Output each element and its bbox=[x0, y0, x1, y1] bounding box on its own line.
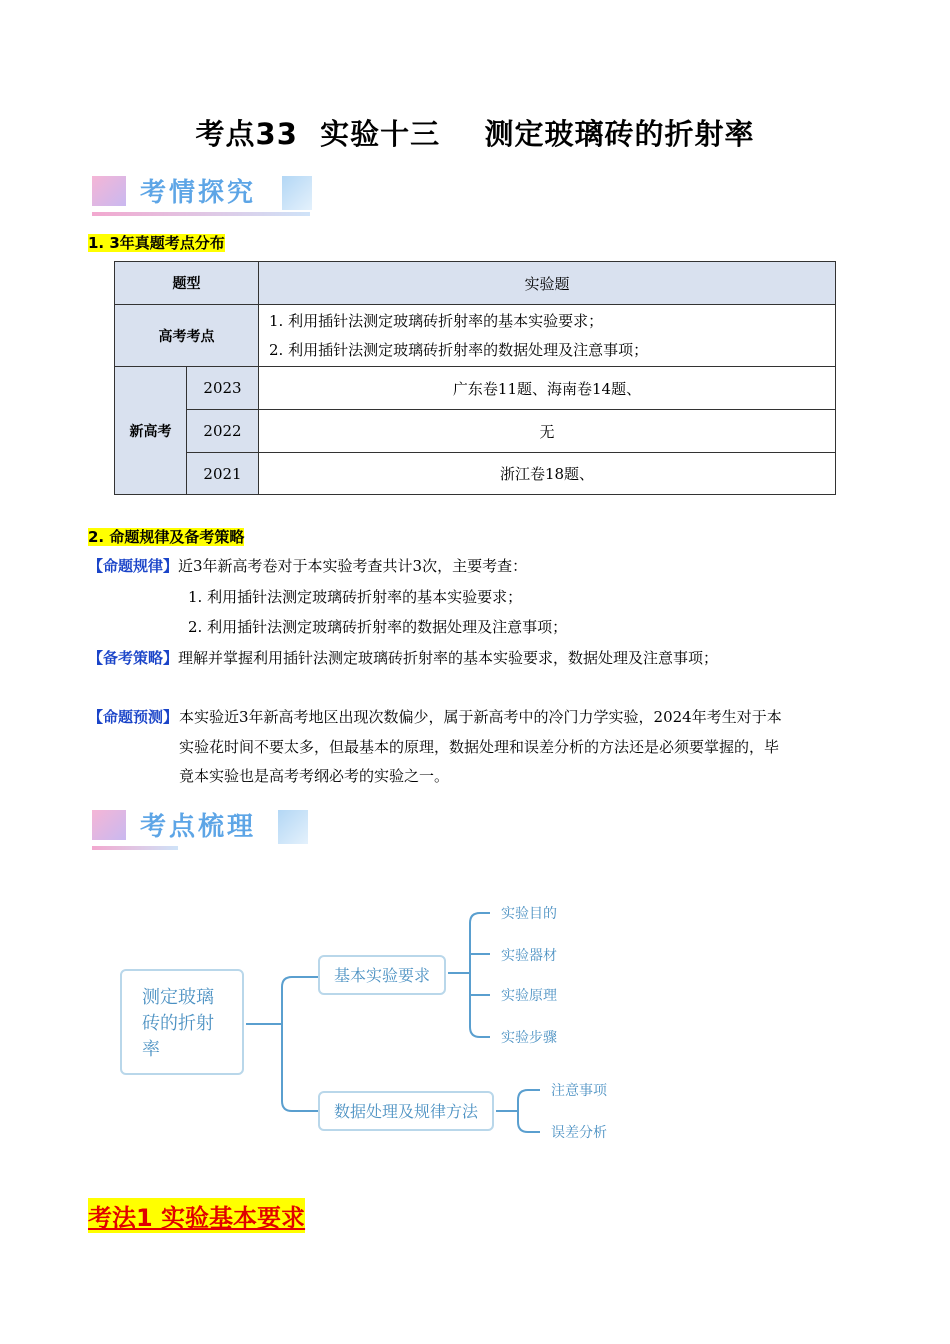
year-value: 无 bbox=[259, 410, 836, 453]
type-label: 题型 bbox=[115, 262, 259, 305]
rule-item: 1. 利用插针法测定玻璃砖折射率的基本实验要求； bbox=[188, 588, 523, 606]
rule-tag: 【命题规律】 bbox=[88, 557, 179, 575]
forecast-line: 实验花时间不要太多，但最基本的原理，数据处理和误差分析的方法还是必须要掌握的，毕 bbox=[179, 738, 780, 756]
mindmap-leaf: 误差分析 bbox=[551, 1125, 607, 1141]
banner-title: 考情探究 bbox=[140, 178, 257, 208]
mindmap-leaf: 注意事项 bbox=[551, 1083, 607, 1099]
points-label: 高考考点 bbox=[115, 305, 259, 367]
new-exam-label: 新高考 bbox=[115, 367, 187, 495]
type-value: 实验题 bbox=[259, 262, 836, 305]
forecast-line: 竟本实验也是高考考纲必考的实验之一。 bbox=[179, 767, 450, 785]
mindmap-root-node bbox=[120, 969, 244, 1075]
strategy-tag: 【备考策略】 bbox=[88, 649, 179, 667]
connector-root-branches bbox=[282, 977, 318, 1111]
forecast-tag: 【命题预测】 bbox=[88, 708, 179, 726]
point-item: 1. 利用插针法测定玻璃砖折射率的基本实验要求； bbox=[269, 311, 604, 330]
root-line: 砖的折射 bbox=[142, 1013, 214, 1034]
forecast-line: 本实验近3年新高考地区出现次数偏少，属于新高考中的冷门力学实验，2024年考生对于本 bbox=[179, 708, 782, 726]
point-item: 2. 利用插针法测定玻璃砖折射率的数据处理及注意事项； bbox=[269, 340, 649, 359]
mindmap-leaf: 实验步骤 bbox=[501, 1030, 557, 1046]
rule-item: 2. 利用插针法测定玻璃砖折射率的数据处理及注意事项； bbox=[188, 618, 568, 636]
root-line: 测定玻璃 bbox=[142, 987, 214, 1008]
heading-text: 2. 命题规律及备考策略 bbox=[88, 528, 245, 546]
connector-branch2-leaves bbox=[518, 1090, 540, 1132]
rule-text: 近3年新高考卷对于本实验考查共计3次，主要考查： bbox=[178, 557, 528, 575]
connector-branch1-leaves bbox=[470, 913, 490, 1037]
mindmap-node-basic-requirements: 基本实验要求 bbox=[318, 955, 446, 995]
year-cell: 2021 bbox=[187, 453, 259, 495]
banner-title: 考点梳理 bbox=[140, 812, 257, 842]
method-heading: 考法1 实验基本要求 bbox=[88, 1198, 305, 1233]
mindmap-node-data-processing: 数据处理及规律方法 bbox=[318, 1091, 494, 1131]
year-value: 浙江卷18题、 bbox=[259, 453, 836, 495]
mindmap-leaf: 实验器材 bbox=[501, 948, 557, 964]
year-cell: 2022 bbox=[187, 410, 259, 453]
mindmap-leaf: 实验原理 bbox=[501, 988, 557, 1004]
year-value: 广东卷11题、海南卷14题、 bbox=[259, 367, 836, 410]
year-cell: 2023 bbox=[187, 367, 259, 410]
mindmap-leaf: 实验目的 bbox=[501, 906, 557, 922]
heading-text: 1. 3年真题考点分布 bbox=[88, 234, 225, 252]
strategy-text: 理解并掌握利用插针法测定玻璃砖折射率的基本实验要求，数据处理及注意事项； bbox=[178, 649, 719, 667]
page-title: 考点33 实验十三 测定玻璃砖的折射率 bbox=[195, 117, 755, 151]
root-line: 率 bbox=[142, 1039, 160, 1060]
